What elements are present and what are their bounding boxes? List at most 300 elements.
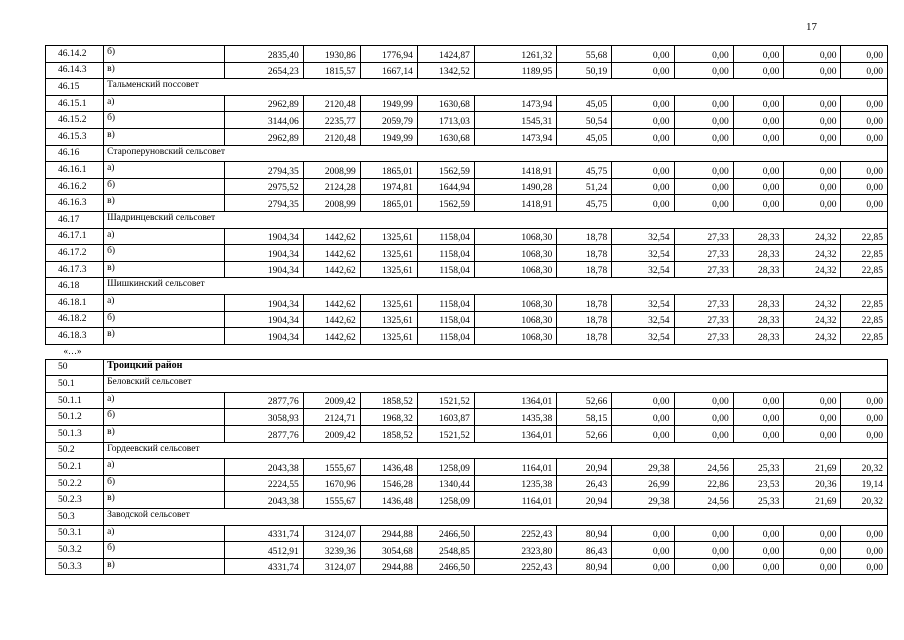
cell-value: 0,00	[784, 426, 841, 443]
cell-value: 1418,91	[474, 195, 556, 212]
cell-value: 2877,76	[224, 426, 303, 443]
cell-value: 1974,81	[360, 178, 417, 195]
cell-value: 18,78	[557, 261, 612, 278]
row-subtype: б)	[104, 409, 224, 426]
cell-value: 25,33	[733, 459, 784, 476]
table-row	[46, 459, 888, 476]
cell-value: 1904,34	[224, 261, 303, 278]
cell-value: 3124,07	[303, 558, 360, 575]
cell-value: 1904,34	[224, 294, 303, 311]
cell-value: 0,00	[784, 525, 841, 542]
cell-value: 1068,30	[474, 245, 556, 262]
cell-value: 0,00	[674, 392, 733, 409]
omission-row	[46, 344, 888, 359]
cell-value: 27,33	[674, 328, 733, 345]
cell-value: 20,94	[557, 492, 612, 509]
cell-value: 1949,99	[360, 95, 417, 112]
cell-value: 0,00	[841, 112, 888, 129]
cell-value: 86,43	[557, 542, 612, 559]
cell-value: 2043,38	[224, 492, 303, 509]
cell-value: 24,32	[784, 311, 841, 328]
cell-value: 2124,28	[303, 178, 360, 195]
cell-value: 28,33	[733, 228, 784, 245]
cell-value: 0,00	[612, 426, 674, 443]
cell-value: 51,24	[557, 178, 612, 195]
cell-value: 58,15	[557, 409, 612, 426]
cell-value: 0,00	[784, 62, 841, 79]
cell-value: 0,00	[841, 62, 888, 79]
section-title: Заводской сельсовет	[104, 509, 888, 526]
cell-value: 0,00	[841, 95, 888, 112]
table-row	[46, 128, 888, 145]
cell-value: 4512,91	[224, 542, 303, 559]
cell-value: 0,00	[733, 392, 784, 409]
row-code: 50.1.2	[46, 409, 104, 426]
cell-value: 1164,01	[474, 459, 556, 476]
table-row	[46, 542, 888, 559]
row-subtype: в)	[104, 62, 224, 79]
omission-mark: «…»	[63, 345, 82, 356]
cell-value: 24,32	[784, 228, 841, 245]
row-code: 46.16.1	[46, 162, 104, 179]
row-code: 50.2.2	[46, 475, 104, 492]
cell-value: 0,00	[784, 558, 841, 575]
cell-value: 1158,04	[417, 228, 474, 245]
cell-value: 0,00	[733, 178, 784, 195]
cell-value: 22,85	[841, 228, 888, 245]
section-title: Тальменский поссовет	[104, 79, 888, 96]
cell-value: 0,00	[733, 95, 784, 112]
cell-value: 27,33	[674, 261, 733, 278]
cell-value: 1068,30	[474, 311, 556, 328]
cell-value: 0,00	[674, 46, 733, 63]
cell-value: 0,00	[674, 558, 733, 575]
cell-value: 2235,77	[303, 112, 360, 129]
cell-value: 2466,50	[417, 558, 474, 575]
cell-value: 1325,61	[360, 261, 417, 278]
cell-value: 2252,43	[474, 525, 556, 542]
cell-value: 22,86	[674, 475, 733, 492]
section-row	[46, 442, 888, 459]
cell-value: 0,00	[733, 426, 784, 443]
cell-value: 0,00	[612, 542, 674, 559]
section-code: 50.3	[46, 509, 104, 526]
section-code: 46.15	[46, 79, 104, 96]
cell-value: 2794,35	[224, 195, 303, 212]
cell-value: 21,69	[784, 459, 841, 476]
cell-value: 45,75	[557, 195, 612, 212]
row-subtype: в)	[104, 492, 224, 509]
cell-value: 0,00	[674, 542, 733, 559]
section-code: 46.16	[46, 145, 104, 162]
table-row	[46, 392, 888, 409]
cell-value: 1325,61	[360, 245, 417, 262]
cell-value: 1776,94	[360, 46, 417, 63]
cell-value: 1436,48	[360, 492, 417, 509]
cell-value: 1258,09	[417, 492, 474, 509]
cell-value: 0,00	[674, 195, 733, 212]
cell-value: 2043,38	[224, 459, 303, 476]
cell-value: 1235,38	[474, 475, 556, 492]
cell-value: 0,00	[612, 558, 674, 575]
cell-value: 25,33	[733, 492, 784, 509]
cell-value: 24,32	[784, 294, 841, 311]
row-code: 50.3.3	[46, 558, 104, 575]
cell-value: 22,85	[841, 245, 888, 262]
section-row	[46, 211, 888, 228]
table-row	[46, 112, 888, 129]
cell-value: 20,32	[841, 459, 888, 476]
table-row	[46, 46, 888, 63]
cell-value: 32,54	[612, 311, 674, 328]
cell-value: 1325,61	[360, 228, 417, 245]
cell-value: 24,32	[784, 328, 841, 345]
cell-value: 0,00	[612, 195, 674, 212]
cell-value: 1418,91	[474, 162, 556, 179]
row-subtype: а)	[104, 459, 224, 476]
cell-value: 1364,01	[474, 426, 556, 443]
cell-value: 2009,42	[303, 426, 360, 443]
row-code: 46.17.2	[46, 245, 104, 262]
section-row	[46, 145, 888, 162]
row-subtype: а)	[104, 228, 224, 245]
cell-value: 0,00	[674, 525, 733, 542]
row-code: 46.14.3	[46, 62, 104, 79]
row-subtype: а)	[104, 392, 224, 409]
row-code: 46.15.2	[46, 112, 104, 129]
cell-value: 0,00	[674, 162, 733, 179]
row-code: 46.16.2	[46, 178, 104, 195]
table-row	[46, 294, 888, 311]
cell-value: 22,85	[841, 294, 888, 311]
cell-value: 2008,99	[303, 162, 360, 179]
cell-value: 2975,52	[224, 178, 303, 195]
cell-value: 1865,01	[360, 162, 417, 179]
row-code: 50.2.3	[46, 492, 104, 509]
cell-value: 1555,67	[303, 492, 360, 509]
row-code: 46.14.2	[46, 46, 104, 63]
row-code: 46.17.3	[46, 261, 104, 278]
cell-value: 0,00	[841, 162, 888, 179]
row-code: 46.18.1	[46, 294, 104, 311]
cell-value: 0,00	[612, 392, 674, 409]
cell-value: 1546,28	[360, 475, 417, 492]
table-row	[46, 162, 888, 179]
cell-value: 28,33	[733, 294, 784, 311]
row-subtype: б)	[104, 475, 224, 492]
cell-value: 1325,61	[360, 328, 417, 345]
cell-value: 1630,68	[417, 128, 474, 145]
cell-value: 52,66	[557, 426, 612, 443]
row-subtype: б)	[104, 245, 224, 262]
section-title: Староперуновский сельсовет	[104, 145, 888, 162]
section-title: Шишкинский сельсовет	[104, 278, 888, 295]
cell-value: 1158,04	[417, 294, 474, 311]
row-code: 46.15.3	[46, 128, 104, 145]
cell-value: 1258,09	[417, 459, 474, 476]
cell-value: 2548,85	[417, 542, 474, 559]
cell-value: 1670,96	[303, 475, 360, 492]
cell-value: 0,00	[674, 128, 733, 145]
cell-value: 1424,87	[417, 46, 474, 63]
cell-value: 0,00	[784, 128, 841, 145]
row-subtype: в)	[104, 328, 224, 345]
cell-value: 1164,01	[474, 492, 556, 509]
cell-value: 1545,31	[474, 112, 556, 129]
cell-value: 2962,89	[224, 128, 303, 145]
cell-value: 2252,43	[474, 558, 556, 575]
cell-value: 4331,74	[224, 558, 303, 575]
cell-value: 0,00	[784, 46, 841, 63]
table-row	[46, 311, 888, 328]
cell-value: 20,32	[841, 492, 888, 509]
cell-value: 45,05	[557, 95, 612, 112]
cell-value: 1603,87	[417, 409, 474, 426]
cell-value: 1442,62	[303, 294, 360, 311]
cell-value: 3054,68	[360, 542, 417, 559]
cell-value: 0,00	[674, 426, 733, 443]
table-row	[46, 525, 888, 542]
cell-value: 1442,62	[303, 311, 360, 328]
cell-value: 80,94	[557, 558, 612, 575]
cell-value: 0,00	[612, 95, 674, 112]
cell-value: 0,00	[841, 178, 888, 195]
cell-value: 1158,04	[417, 261, 474, 278]
cell-value: 1442,62	[303, 228, 360, 245]
table-row	[46, 62, 888, 79]
section-row	[46, 79, 888, 96]
cell-value: 1342,52	[417, 62, 474, 79]
cell-value: 18,78	[557, 228, 612, 245]
cell-value: 1068,30	[474, 228, 556, 245]
cell-value: 2466,50	[417, 525, 474, 542]
cell-value: 1949,99	[360, 128, 417, 145]
cell-value: 55,68	[557, 46, 612, 63]
cell-value: 1521,52	[417, 426, 474, 443]
cell-value: 28,33	[733, 261, 784, 278]
cell-value: 2009,42	[303, 392, 360, 409]
table-row	[46, 228, 888, 245]
cell-value: 18,78	[557, 245, 612, 262]
cell-value: 1858,52	[360, 426, 417, 443]
cell-value: 0,00	[841, 409, 888, 426]
cell-value: 28,33	[733, 245, 784, 262]
row-code: 46.18.2	[46, 311, 104, 328]
row-code: 50.2.1	[46, 459, 104, 476]
cell-value: 0,00	[784, 162, 841, 179]
cell-value: 1340,44	[417, 475, 474, 492]
cell-value: 1904,34	[224, 311, 303, 328]
cell-value: 1904,34	[224, 328, 303, 345]
cell-value: 22,85	[841, 261, 888, 278]
cell-value: 1521,52	[417, 392, 474, 409]
row-subtype: б)	[104, 46, 224, 63]
cell-value: 0,00	[612, 178, 674, 195]
cell-value: 0,00	[674, 62, 733, 79]
table-row	[46, 492, 888, 509]
cell-value: 18,78	[557, 328, 612, 345]
cell-value: 52,66	[557, 392, 612, 409]
cell-value: 1325,61	[360, 294, 417, 311]
cell-value: 0,00	[841, 46, 888, 63]
cell-value: 1435,38	[474, 409, 556, 426]
section-row	[46, 359, 888, 376]
cell-value: 1364,01	[474, 392, 556, 409]
cell-value: 27,33	[674, 228, 733, 245]
row-code: 46.16.3	[46, 195, 104, 212]
cell-value: 0,00	[733, 162, 784, 179]
row-subtype: в)	[104, 195, 224, 212]
cell-value: 1630,68	[417, 95, 474, 112]
section-row	[46, 509, 888, 526]
section-code: 46.18	[46, 278, 104, 295]
row-subtype: в)	[104, 558, 224, 575]
cell-value: 1562,59	[417, 162, 474, 179]
cell-value: 1158,04	[417, 245, 474, 262]
cell-value: 22,85	[841, 311, 888, 328]
cell-value: 0,00	[612, 62, 674, 79]
cell-value: 1068,30	[474, 294, 556, 311]
section-code: 50.2	[46, 442, 104, 459]
cell-value: 2794,35	[224, 162, 303, 179]
row-code: 46.18.3	[46, 328, 104, 345]
row-subtype: а)	[104, 95, 224, 112]
cell-value: 2124,71	[303, 409, 360, 426]
cell-value: 0,00	[612, 46, 674, 63]
cell-value: 0,00	[733, 195, 784, 212]
cell-value: 22,85	[841, 328, 888, 345]
cell-value: 3239,36	[303, 542, 360, 559]
cell-value: 0,00	[733, 409, 784, 426]
cell-value: 18,78	[557, 294, 612, 311]
table-row	[46, 409, 888, 426]
cell-value: 4331,74	[224, 525, 303, 542]
cell-value: 32,54	[612, 228, 674, 245]
cell-value: 0,00	[733, 542, 784, 559]
table-row	[46, 426, 888, 443]
cell-value: 32,54	[612, 294, 674, 311]
cell-value: 2877,76	[224, 392, 303, 409]
cell-value: 1261,32	[474, 46, 556, 63]
table-row	[46, 558, 888, 575]
row-code: 46.17.1	[46, 228, 104, 245]
row-subtype: а)	[104, 294, 224, 311]
table-body	[46, 46, 888, 575]
cell-value: 1904,34	[224, 245, 303, 262]
cell-value: 1815,57	[303, 62, 360, 79]
table-row	[46, 261, 888, 278]
cell-value: 0,00	[784, 392, 841, 409]
cell-value: 0,00	[784, 195, 841, 212]
cell-value: 2962,89	[224, 95, 303, 112]
cell-value: 1865,01	[360, 195, 417, 212]
row-code: 50.1.3	[46, 426, 104, 443]
cell-value: 1442,62	[303, 261, 360, 278]
section-code: 50	[46, 359, 104, 376]
cell-value: 0,00	[841, 558, 888, 575]
row-subtype: в)	[104, 426, 224, 443]
row-code: 50.3.1	[46, 525, 104, 542]
cell-value: 80,94	[557, 525, 612, 542]
cell-value: 0,00	[841, 128, 888, 145]
section-title: Беловский сельсовет	[104, 376, 888, 393]
cell-value: 1436,48	[360, 459, 417, 476]
cell-value: 0,00	[784, 178, 841, 195]
cell-value: 0,00	[784, 112, 841, 129]
cell-value: 26,99	[612, 475, 674, 492]
cell-value: 2944,88	[360, 525, 417, 542]
cell-value: 0,00	[674, 112, 733, 129]
cell-value: 0,00	[612, 162, 674, 179]
cell-value: 2120,48	[303, 128, 360, 145]
cell-value: 32,54	[612, 328, 674, 345]
cell-value: 2059,79	[360, 112, 417, 129]
cell-value: 0,00	[674, 178, 733, 195]
cell-value: 1473,94	[474, 128, 556, 145]
cell-value: 1713,03	[417, 112, 474, 129]
cell-value: 24,32	[784, 245, 841, 262]
cell-value: 1442,62	[303, 245, 360, 262]
cell-value: 45,75	[557, 162, 612, 179]
cell-value: 45,05	[557, 128, 612, 145]
cell-value: 1858,52	[360, 392, 417, 409]
cell-value: 0,00	[784, 542, 841, 559]
cell-value: 1189,95	[474, 62, 556, 79]
row-subtype: б)	[104, 542, 224, 559]
row-subtype: в)	[104, 261, 224, 278]
cell-value: 3058,93	[224, 409, 303, 426]
cell-value: 28,33	[733, 328, 784, 345]
cell-value: 0,00	[612, 128, 674, 145]
section-code: 46.17	[46, 211, 104, 228]
cell-value: 0,00	[674, 95, 733, 112]
cell-value: 0,00	[733, 128, 784, 145]
cell-value: 0,00	[841, 525, 888, 542]
row-subtype: б)	[104, 311, 224, 328]
cell-value: 0,00	[612, 525, 674, 542]
cell-value: 23,53	[733, 475, 784, 492]
cell-value: 28,33	[733, 311, 784, 328]
cell-value: 0,00	[733, 46, 784, 63]
section-title: Шадринцевский сельсовет	[104, 211, 888, 228]
cell-value: 18,78	[557, 311, 612, 328]
cell-value: 1667,14	[360, 62, 417, 79]
cell-value: 0,00	[841, 542, 888, 559]
row-code: 50.3.2	[46, 542, 104, 559]
cell-value: 2835,40	[224, 46, 303, 63]
cell-value: 0,00	[733, 62, 784, 79]
cell-value: 2008,99	[303, 195, 360, 212]
cell-value: 1442,62	[303, 328, 360, 345]
cell-value: 32,54	[612, 245, 674, 262]
cell-value: 2323,80	[474, 542, 556, 559]
table-row	[46, 475, 888, 492]
cell-value: 0,00	[784, 95, 841, 112]
page-number: 17	[806, 21, 817, 33]
row-code: 50.1.1	[46, 392, 104, 409]
cell-value: 20,36	[784, 475, 841, 492]
cell-value: 0,00	[841, 392, 888, 409]
cell-value: 1930,86	[303, 46, 360, 63]
cell-value: 27,33	[674, 311, 733, 328]
cell-value: 32,54	[612, 261, 674, 278]
cell-value: 50,19	[557, 62, 612, 79]
cell-value: 20,94	[557, 459, 612, 476]
section-title: Гордеевский сельсовет	[104, 442, 888, 459]
cell-value: 0,00	[733, 112, 784, 129]
row-subtype: а)	[104, 162, 224, 179]
cell-value: 21,69	[784, 492, 841, 509]
